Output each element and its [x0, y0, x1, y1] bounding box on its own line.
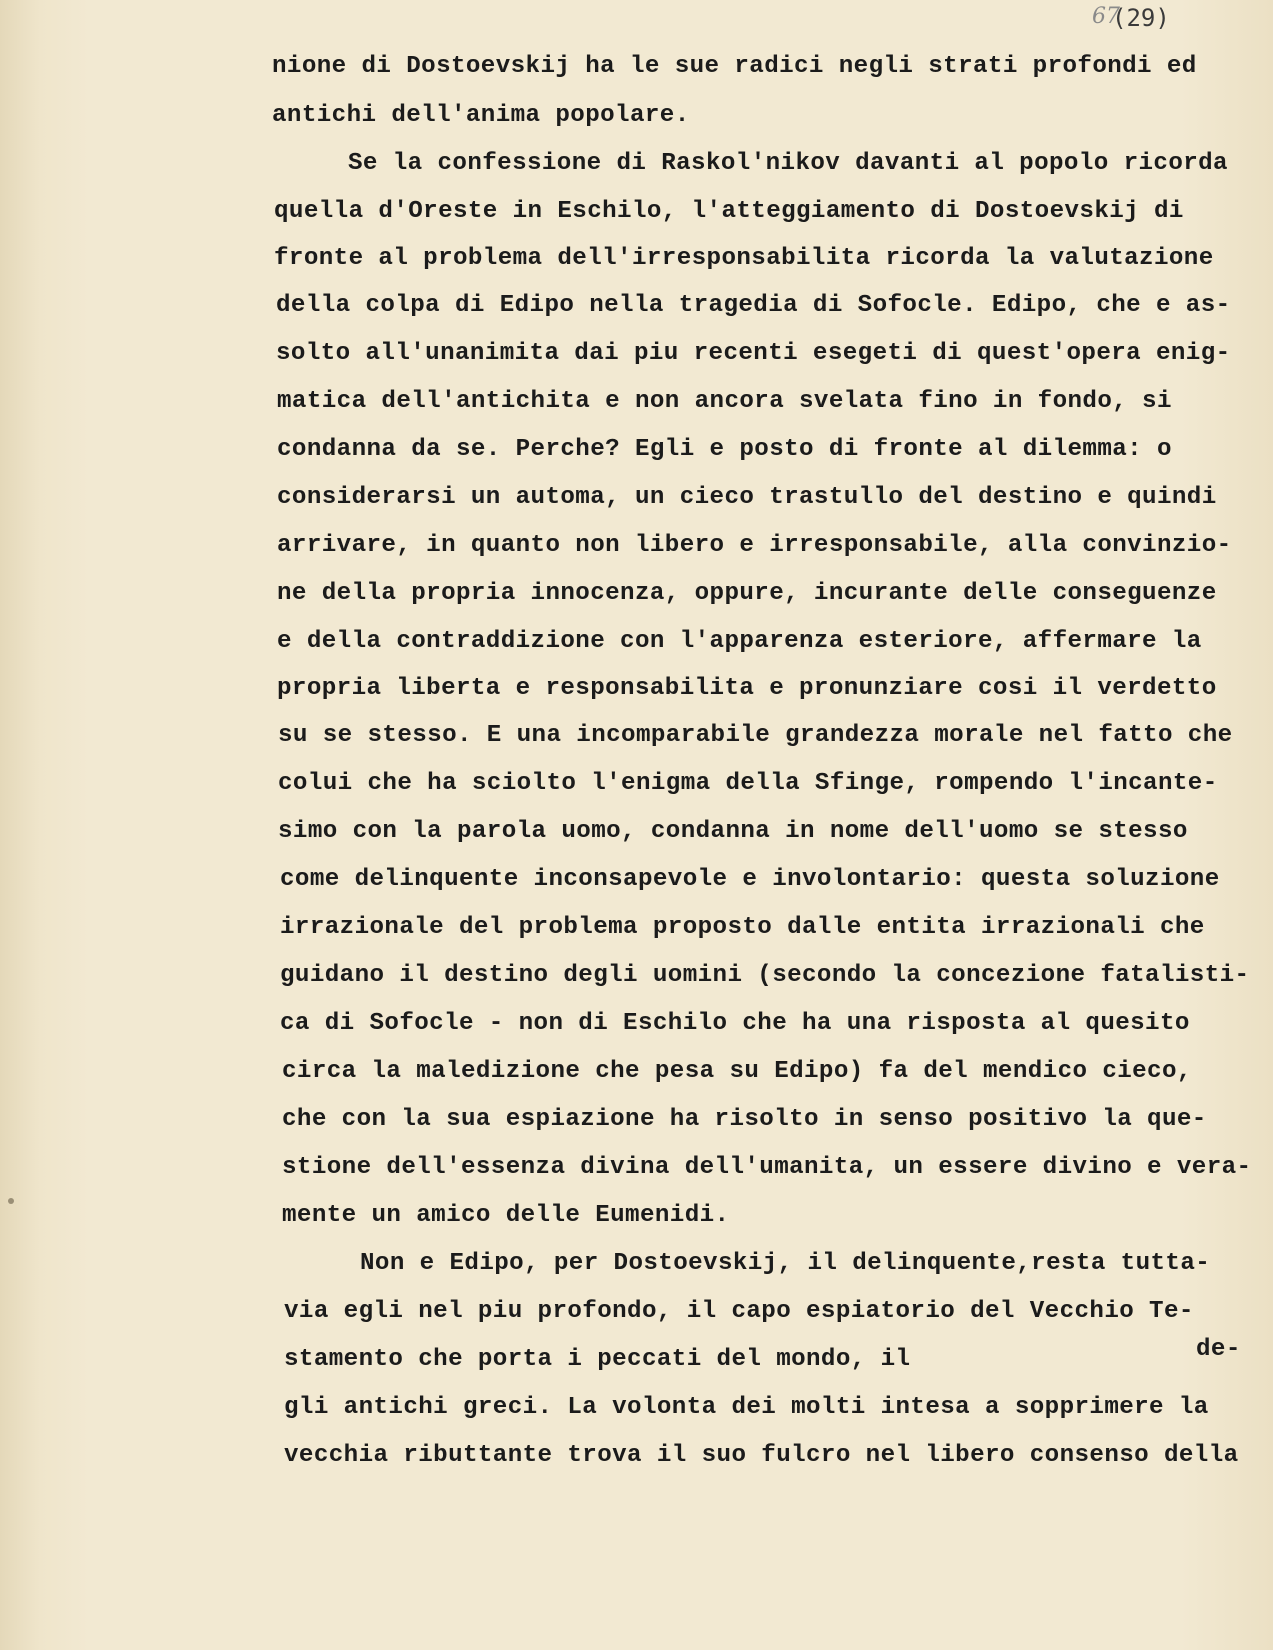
text-line: condanna da se. Perche? Egli e posto di fronte al dilemma: o: [277, 436, 1172, 463]
text-line: arrivare, in quanto non libero e irresponsabile, alla convinzio-: [277, 532, 1232, 559]
text-line: stamento che porta i peccati del mondo, il: [284, 1346, 911, 1373]
text-line: come delinquente inconsapevole e involontario: questa soluzione: [280, 866, 1220, 893]
text-line: fronte al problema dell'irresponsabilita ricorda la valutazione: [274, 245, 1214, 272]
text-line: colui che ha sciolto l'enigma della Sfinge, rompendo l'incante-: [278, 770, 1218, 797]
text-line: irrazionale del problema proposto dalle entita irrazionali che: [280, 914, 1205, 941]
text-line: antichi dell'anima popolare.: [272, 102, 690, 129]
text-line: solto all'unanimita dai piu recenti esegeti di quest'opera enig-: [276, 340, 1231, 367]
text-line: gli antichi greci. La volonta dei molti intesa a sopprimere la: [284, 1394, 1209, 1421]
text-line: matica dell'antichita e non ancora svelata fino in fondo, si: [277, 388, 1172, 415]
margin-dot: [8, 1198, 14, 1204]
text-line: della colpa di Edipo nella tragedia di Sofocle. Edipo, che e as-: [276, 292, 1231, 319]
text-line: guidano il destino degli uomini (secondo la concezione fatalisti-: [280, 962, 1250, 989]
text-line: quella d'Oreste in Eschilo, l'atteggiamento di Dostoevskij di: [274, 198, 1184, 225]
text-line: Se la confessione di Raskol'nikov davanti al popolo ricorda: [348, 150, 1228, 177]
page-number: (29): [1112, 4, 1170, 32]
text-line: vecchia ributtante trova il suo fulcro nel libero consenso della: [284, 1442, 1239, 1469]
text-line: simo con la parola uomo, condanna in nome dell'uomo se stesso: [278, 818, 1188, 845]
text-line: che con la sua espiazione ha risolto in senso positivo la que-: [282, 1106, 1207, 1133]
text-line: circa la maledizione che pesa su Edipo) fa del mendico cieco,: [282, 1058, 1192, 1085]
text-line: Non e Edipo, per Dostoevskij, il delinquente,resta tutta-: [360, 1250, 1211, 1277]
text-line: considerarsi un automa, un cieco trastullo del destino e quindi: [277, 484, 1217, 511]
text-line-fragment: de-: [1196, 1336, 1241, 1363]
text-line: nione di Dostoevskij ha le sue radici negli strati profondi ed: [272, 53, 1197, 80]
text-line: mente un amico delle Eumenidi.: [282, 1202, 730, 1229]
text-line: ne della propria innocenza, oppure, incurante delle conseguenze: [277, 580, 1217, 607]
folio-number: 67: [1092, 4, 1120, 29]
text-line: via egli nel piu profondo, il capo espiatorio del Vecchio Te-: [284, 1298, 1194, 1325]
text-line: stione dell'essenza divina dell'umanita, un essere divino e vera-: [282, 1154, 1252, 1181]
text-line: su se stesso. E una incomparabile grandezza morale nel fatto che: [278, 722, 1233, 749]
text-line: e della contraddizione con l'apparenza esteriore, affermare la: [277, 628, 1202, 655]
text-line: ca di Sofocle - non di Eschilo che ha una risposta al quesito: [280, 1010, 1190, 1037]
text-line: propria liberta e responsabilita e pronunziare cosi il verdetto: [277, 675, 1217, 702]
